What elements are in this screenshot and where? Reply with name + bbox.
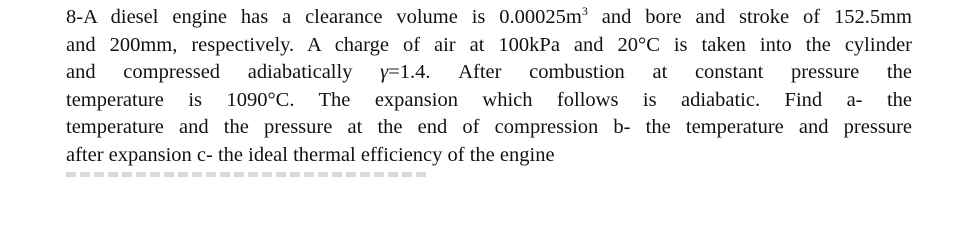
problem-line-1-tail: and bore and stroke of 152.5mm — [587, 6, 912, 28]
problem-line-1-text: 8-A diesel engine has a clearance volume is 0.00025m — [66, 6, 582, 28]
problem-line-3-tail: =1.4. After combustion at constant pressure the — [388, 61, 912, 84]
problem-line-4: temperature is 1090°C. The expansion which follows is adiabatic. Find a- the — [66, 88, 912, 111]
problem-line-2: and 200mm, respectively. A charge of air at 100kPa and 20°C is taken into the cylinder — [66, 33, 912, 56]
problem-statement — [66, 4, 912, 170]
problem-line-5: temperature and the pressure at the end of compression b- the temperature and pressure — [66, 116, 912, 139]
problem-line-3-text: and compressed adiabatically — [66, 61, 381, 84]
problem-line-6: after expansion c- the ideal thermal efficiency of the engine — [66, 143, 555, 166]
gamma-symbol: γ — [380, 61, 389, 84]
cropped-next-line-fragment — [66, 172, 426, 177]
problem-line-1 — [66, 4, 912, 32]
problem-line-3 — [66, 59, 912, 87]
cubic-exponent: 3 — [581, 4, 588, 19]
